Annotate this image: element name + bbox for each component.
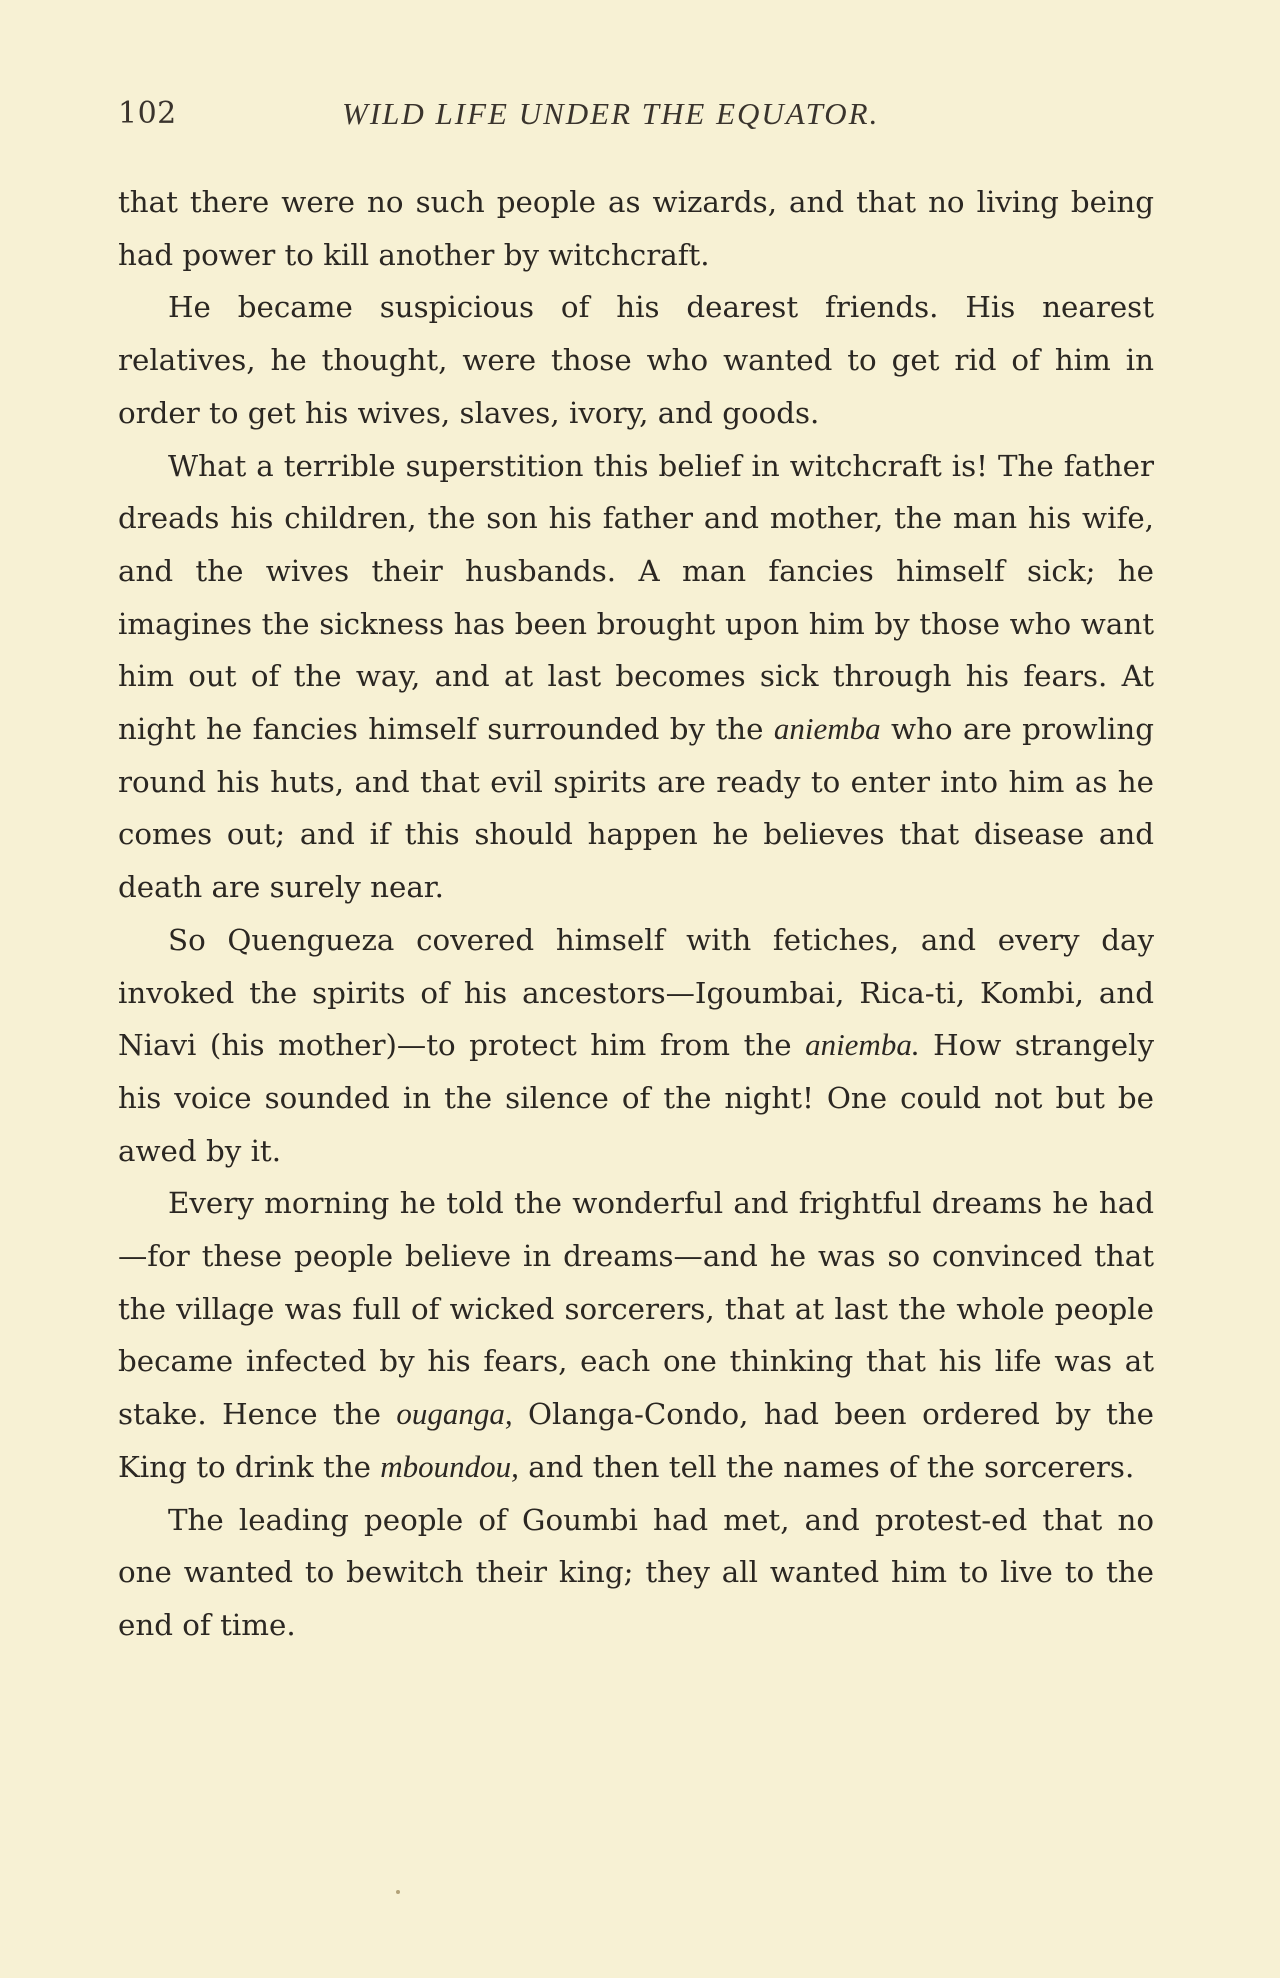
paper-speck — [396, 1890, 400, 1894]
text-run: What a terrible superstition this belief in witchcraft is! The father dreads his children, the son his father and mother, the man his wife, and the wives their husbands. A man fancies himself sick; he imagines the sickness has been brought upon him by those who want him out of the way, and at last becomes sick through his fears. At night he fancies himself surrounded by the — [118, 448, 1154, 747]
paragraph — [118, 440, 1154, 914]
text-run: who are prowling round his huts, and that evil spirits are ready to enter into him as he comes out; and if this should happen he believes that disease and death are surely near. — [118, 712, 1154, 905]
paragraph — [118, 1494, 1154, 1652]
body-text — [118, 176, 1154, 1652]
text-run: How strangely his voice sounded in the silence of the night! One could not but be awed by it. — [118, 1028, 1154, 1168]
text-run: So Quengueza covered himself with fetiches, and every day invoked the spirits of his ancestors—Igoumbai, Rica-ti, Kombi, and Niavi (his mother)—to protect him from the — [118, 922, 1154, 1063]
paragraph — [118, 281, 1154, 439]
paragraph — [118, 914, 1154, 1178]
italic-term: aniemba. — [805, 1027, 920, 1063]
italic-term: mboundou, — [380, 1448, 519, 1484]
running-head — [118, 96, 1154, 136]
text-run: The leading people of Goumbi had met, and protest-ed that no one wanted to bewitch their king; they all wanted him to live to the end of time. — [118, 1502, 1154, 1642]
text-run: and then tell the names of the sorcerers. — [518, 1449, 1135, 1484]
page-number: 102 — [118, 96, 177, 131]
text-run: He became suspicious of his dearest friends. His nearest relatives, he thought, were those who wanted to get rid of him in order to get his wives, slaves, ivory, and goods. — [118, 290, 1154, 430]
running-title: WILD LIFE UNDER THE EQUATOR. — [342, 96, 880, 131]
italic-term: aniemba — [773, 711, 881, 747]
text-run: Olanga-Condo, had been ordered by the King to drink the — [118, 1397, 1154, 1484]
italic-term: ouganga, — [396, 1396, 513, 1432]
paragraph — [118, 176, 1154, 281]
paragraph — [118, 1177, 1154, 1493]
book-page — [118, 96, 1154, 1652]
text-run: that there were no such people as wizards, and that no living being had power to kill another by witchcraft. — [118, 185, 1154, 272]
text-run: Every morning he told the wonderful and frightful dreams he had—for these people believe in dreams—and he was so convinced that the village was full of wicked sorcerers, that at last the whole people became infected by his fears, each one thinking that his life was at stake. Hence the — [118, 1186, 1154, 1432]
